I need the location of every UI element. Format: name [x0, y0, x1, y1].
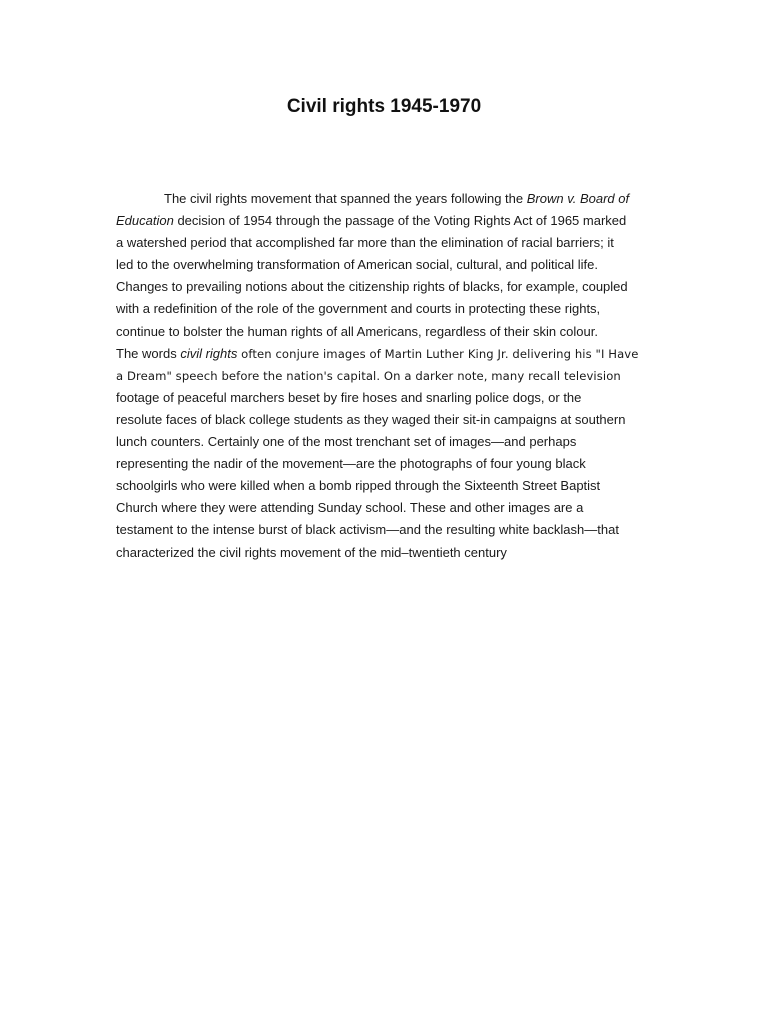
case-name-italic: Education	[116, 213, 174, 229]
text-line: lunch counters. Certainly one of the most trenchant set of images—and perhaps	[116, 434, 577, 450]
text-line: representing the nadir of the movement—are the photographs of four young black	[116, 456, 586, 472]
text-line: with a redefinition of the role of the government and courts in protecting these rights,	[116, 301, 601, 317]
case-name-italic: Brown v. Board of	[526, 191, 630, 206]
text-line: Church where they were attending Sunday school. These and other images are a	[116, 500, 584, 516]
text-line: footage of peaceful marchers beset by fire hoses and snarling police dogs, or the	[116, 389, 582, 405]
text-line: resolute faces of black college students as they waged their sit-in campaigns at southern	[116, 411, 626, 427]
term-italic: civil rights	[180, 345, 238, 361]
text-line	[116, 210, 656, 232]
text-line	[116, 343, 656, 365]
text-line: schoolgirls who were killed when a bomb ripped through the Sixteenth Street Baptist	[116, 478, 601, 494]
text-run: The civil rights movement that spanned the years following the	[164, 191, 527, 206]
text-line: a Dream" speech before the nation's capital. On a darker note, many recall television	[116, 368, 621, 383]
text-line: Changes to prevailing notions about the citizenship rights of blacks, for example, coupled	[116, 279, 628, 295]
text-run: decision of 1954 through the passage of the Voting Rights Act of 1965 marked	[173, 213, 627, 229]
text-line: testament to the intense burst of black activism—and the resulting white backlash—that	[116, 522, 619, 538]
text-line: led to the overwhelming transformation of American social, cultural, and political life.	[116, 257, 598, 273]
body-paragraph	[116, 188, 656, 564]
text-line: continue to bolster the human rights of all Americans, regardless of their skin colour.	[116, 323, 598, 339]
text-line: a watershed period that accomplished far more than the elimination of racial barriers; it	[116, 235, 614, 251]
text-run: The words	[116, 345, 181, 361]
text-run: often conjure images of Martin Luther King Jr. delivering his "I Have	[237, 346, 639, 361]
text-line	[116, 188, 656, 210]
text-line: characterized the civil rights movement of the mid–twentieth century	[116, 544, 507, 560]
page-title: Civil rights 1945-1970	[286, 96, 482, 117]
